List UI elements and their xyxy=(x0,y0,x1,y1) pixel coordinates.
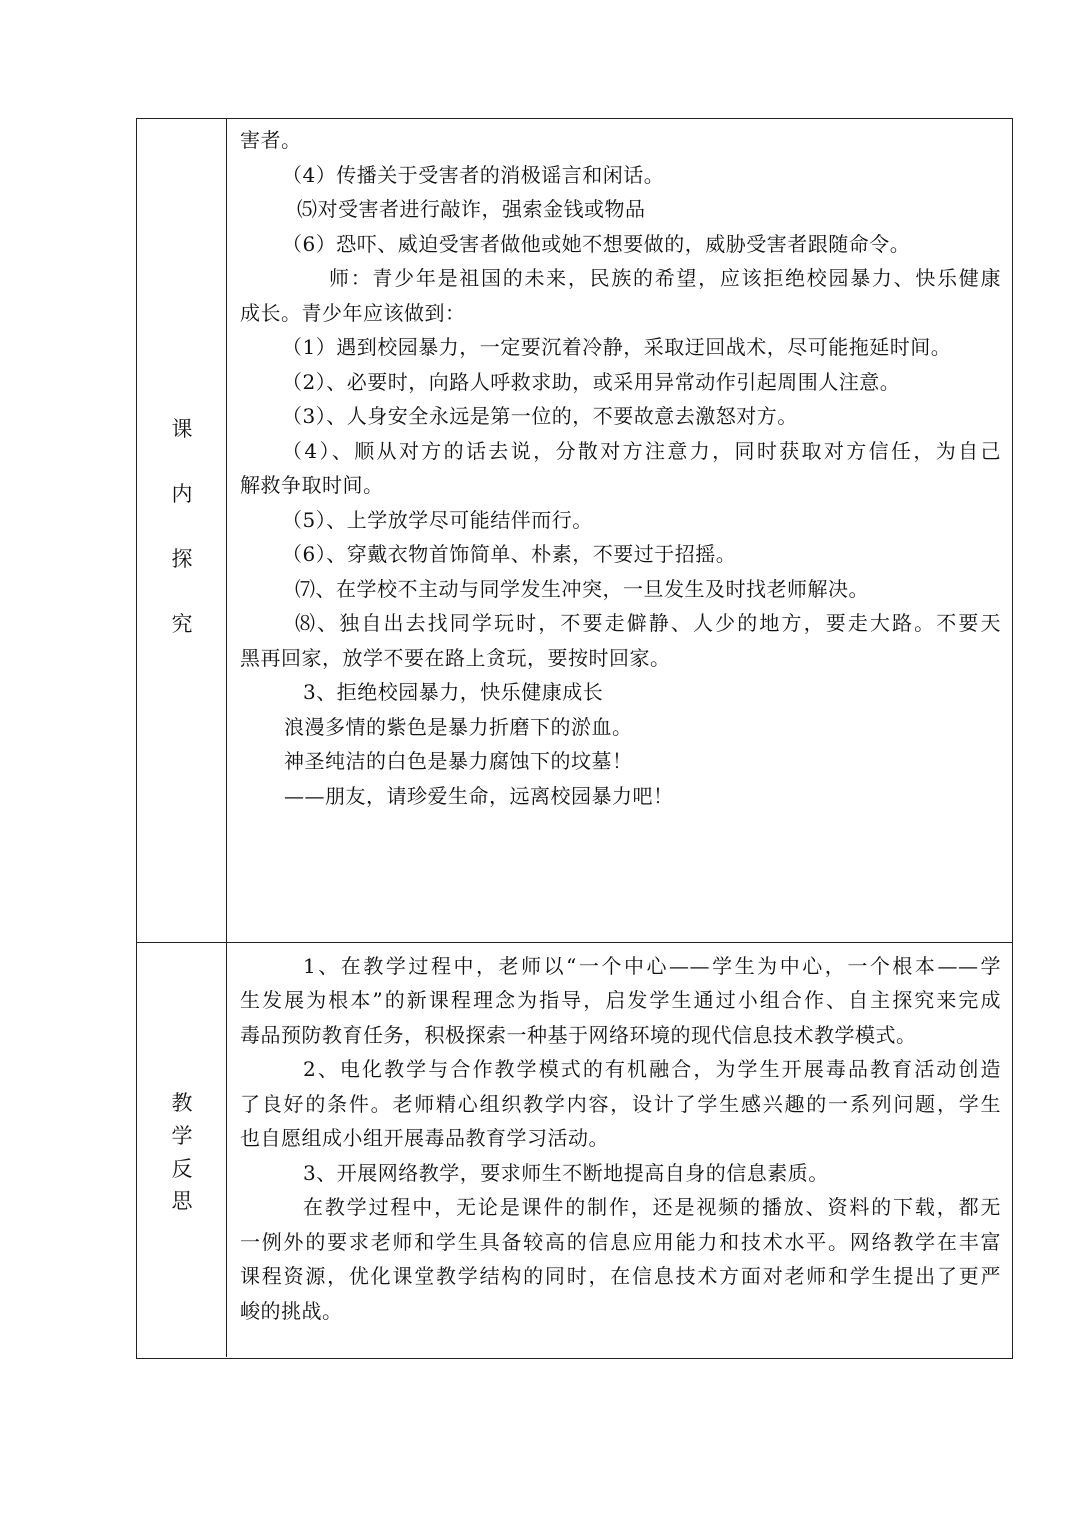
text-line: 课程资源，优化课堂教学结构的同时，在信息技术方面对老师和学生提出了更严 xyxy=(240,1264,1001,1288)
label-char: 内 xyxy=(171,482,193,506)
label-char: 教 xyxy=(171,1091,193,1115)
text-line: 黑再回家，放学不要在路上贪玩，要按时回家。 xyxy=(240,646,671,670)
text-line: 师：青少年是祖国的未来，民族的希望，应该拒绝校园暴力、快乐健康 xyxy=(329,266,1001,290)
row-label-inquiry xyxy=(137,119,227,942)
reflection-content xyxy=(227,943,1012,1357)
text-line: 神圣纯洁的白色是暴力腐蚀下的坟墓！ xyxy=(284,749,633,773)
inquiry-content xyxy=(227,119,1012,942)
row-label-reflection xyxy=(137,943,227,1357)
text-line: 了良好的条件。老师精心组织教学内容，设计了学生感兴趣的一系列问题，学生 xyxy=(240,1092,1001,1116)
lesson-table xyxy=(136,118,1013,1359)
label-char: 探 xyxy=(171,547,193,571)
text-line: （4）、顺从对方的话去说，分散对方注意力，同时获取对方信任，为自己 xyxy=(282,439,1001,463)
text-line: 3、开展网络教学，要求师生不断地提高自身的信息素质。 xyxy=(303,1161,829,1185)
table-row-inquiry xyxy=(137,119,1012,943)
text-line: 毒品预防教育任务，积极探索一种基于网络环境的现代信息技术教学模式。 xyxy=(240,1023,917,1047)
text-line: （1）遇到校园暴力，一定要沉着冷静，采取迂回战术，尽可能拖延时间。 xyxy=(282,335,952,359)
text-line: （5）、上学放学尽可能结伴而行。 xyxy=(282,508,593,532)
text-line: 浪漫多情的紫色是暴力折磨下的淤血。 xyxy=(284,715,633,739)
text-line: （6）、穿戴衣物首饰简单、朴素，不要过于招摇。 xyxy=(282,542,737,566)
text-line: （3）、人身安全永远是第一位的，不要故意去激怒对方。 xyxy=(282,404,798,428)
text-line: 也自愿组成小组开展毒品教育学习活动。 xyxy=(240,1126,609,1150)
text-line: 3、拒绝校园暴力，快乐健康成长 xyxy=(303,680,604,704)
table-row-reflection xyxy=(137,943,1012,1357)
text-line: 峻的挑战。 xyxy=(240,1299,343,1323)
label-char: 学 xyxy=(171,1124,193,1148)
text-line: 害者。 xyxy=(240,128,302,152)
text-line: ⑸对受害者进行敲诈，强索金钱或物品 xyxy=(297,197,646,221)
text-line: ——朋友，请珍爱生命，远离校园暴力吧！ xyxy=(284,784,674,808)
text-line: 解救争取时间。 xyxy=(240,473,384,497)
text-line: 成长。青少年应该做到： xyxy=(240,301,466,325)
label-char: 究 xyxy=(171,612,193,636)
text-line: ⑻、独自出去找同学玩时，不要走僻静、人少的地方，要走大路。不要天 xyxy=(295,611,1001,635)
text-line: （6）恐吓、威迫受害者做他或她不想要做的，威胁受害者跟随命令。 xyxy=(282,232,911,256)
text-line: （4）传播关于受害者的消极谣言和闲话。 xyxy=(282,163,665,187)
text-line: ⑺、在学校不主动与同学发生冲突，一旦发生及时找老师解决。 xyxy=(295,577,869,601)
text-line: 一例外的要求老师和学生具备较高的信息应用能力和技术水平。网络教学在丰富 xyxy=(240,1230,1001,1254)
label-char: 反 xyxy=(171,1157,193,1181)
label-char: 思 xyxy=(171,1189,193,1213)
text-line: 1、在教学过程中，老师以“一个中心——学生为中心，一个根本——学 xyxy=(303,954,1001,978)
label-char: 课 xyxy=(171,417,193,441)
text-line: 2、电化教学与合作教学模式的有机融合，为学生开展毒品教育活动创造 xyxy=(303,1057,1001,1081)
text-line: 在教学过程中，无论是课件的制作，还是视频的播放、资料的下载，都无 xyxy=(303,1195,1001,1219)
text-line: （2）、必要时，向路人呼救求助，或采用异常动作引起周围人注意。 xyxy=(282,370,901,394)
text-line: 生发展为根本”的新课程理念为指导，启发学生通过小组合作、自主探究来完成 xyxy=(240,988,1001,1012)
